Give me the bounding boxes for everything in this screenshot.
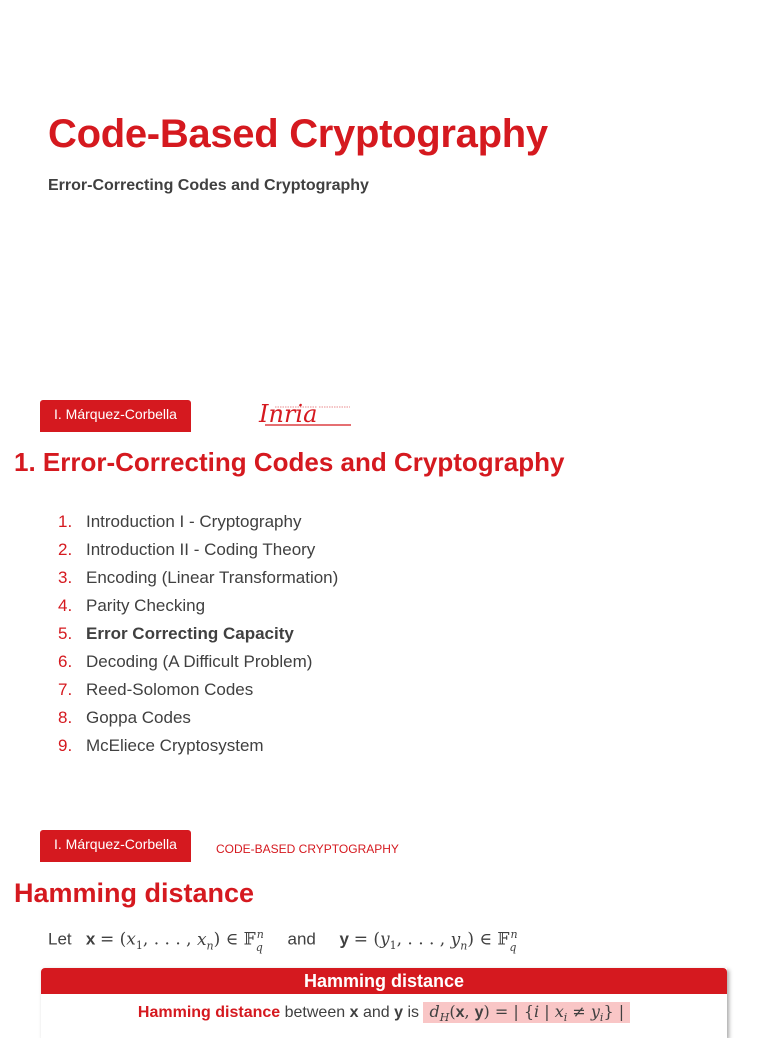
outline-item: 2. Introduction II - Coding Theory: [58, 540, 316, 559]
outline-item: 1. Introduction I - Cryptography: [58, 512, 302, 531]
hamming-slide-title: Hamming distance: [14, 878, 255, 908]
definition-box-title: Hamming distance: [41, 968, 727, 994]
outline-item: 7. Reed-Solomon Codes: [58, 680, 254, 699]
outline-list: [58, 508, 338, 760]
definition-text: Hamming distance between x and y is $d_H(x$, y) = | {i | $x_i \ne y_i$} |: [41, 994, 727, 1024]
section-tag: CODE-BASED CRYPTOGRAPHY: [216, 842, 399, 856]
svg-text:Inria: Inria: [259, 400, 318, 428]
slide-subtitle: Error-Correcting Codes and Cryptography: [48, 177, 369, 194]
definition-box: [41, 968, 727, 1038]
outline-item: 4. Parity Checking: [58, 596, 206, 615]
footer-author-tab: I. Márquez-Corbella: [40, 400, 191, 432]
outline-item: 6. Decoding (A Difficult Problem): [58, 652, 313, 671]
outline-item-active: 5. Error Correcting Capacity: [58, 624, 294, 643]
vector-definition-line: Let $x = (x_1$, . . . , $x_n$) ∈ 𝔽$_q^n$ and $y = (y_1$, . . . , $y_n$) ∈ 𝔽$_q^n$: [48, 928, 518, 955]
footer-author-tab-2: I. Márquez-Corbella: [40, 830, 191, 862]
hamming-formula: $d_H(x$, y) = | {i | $x_i \ne y_i$} |: [423, 1002, 630, 1023]
slide-title-main: Code-Based Cryptography: [48, 112, 548, 156]
outline-item: 8. Goppa Codes: [58, 708, 191, 727]
inria-logo: [255, 398, 355, 432]
outline-item: 9. McEliece Cryptosystem: [58, 736, 264, 755]
outline-item: 3. Encoding (Linear Transformation): [58, 568, 339, 587]
outline-title: 1. Error-Correcting Codes and Cryptography: [14, 447, 565, 477]
